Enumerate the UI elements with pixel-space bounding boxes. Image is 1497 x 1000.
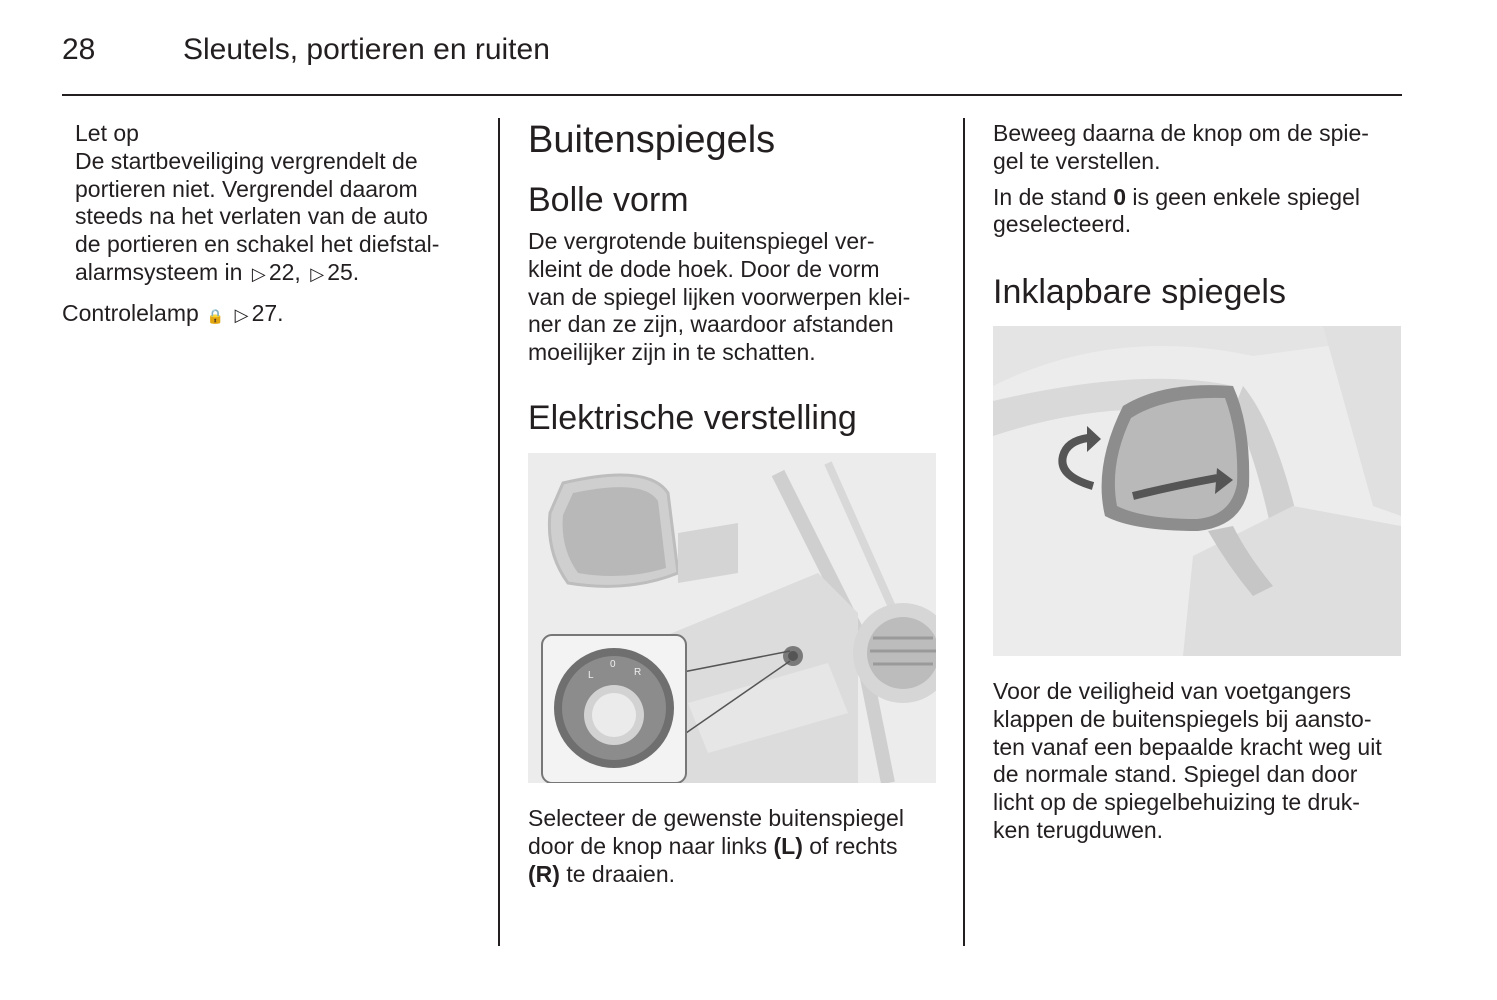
bolle-vorm-paragraph xyxy=(528,228,948,367)
page-number: 28 xyxy=(62,33,96,66)
text-run: In de stand xyxy=(993,183,1114,210)
text-run: door de knop naar links xyxy=(528,832,774,859)
note-line: portieren niet. Vergrendel daarom xyxy=(75,175,418,202)
section-heading-buitenspiegels: Buitenspiegels xyxy=(528,119,776,161)
page-reference-icon: ▷ xyxy=(234,305,249,325)
note-line: alarmsysteem in xyxy=(75,258,243,285)
folding-mirror-illustration xyxy=(993,326,1401,656)
text-line: ner dan ze zijn, waardoor afstanden xyxy=(528,311,894,338)
subheading-inklapbare-spiegels: Inklapbare spiegels xyxy=(993,273,1286,311)
note-line: De startbeveiliging vergrendelt de xyxy=(75,147,418,174)
text-line: licht op de spiegelbehuizing te druk- xyxy=(993,789,1360,816)
subheading-bolle-vorm: Bolle vorm xyxy=(528,181,689,219)
text-line: De vergrotende buitenspiegel ver- xyxy=(528,228,875,254)
page-reference[interactable]: 25. xyxy=(327,258,360,285)
note-line: steeds na het verlaten van de auto xyxy=(75,203,428,230)
header-rule xyxy=(62,94,1402,96)
mirror-switch-illustration xyxy=(528,453,936,783)
note-line: de portieren en schakel het diefstal- xyxy=(75,231,440,258)
note-title: Let op xyxy=(75,120,139,146)
knob-position-0: 0 xyxy=(1113,183,1126,210)
text-line xyxy=(528,833,948,861)
column-divider-2 xyxy=(963,118,965,946)
subheading-elektrische-verstelling: Elektrische verstelling xyxy=(528,399,857,437)
text-line: ken terugduwen. xyxy=(993,816,1164,843)
text-line: ten vanaf een bepaalde kracht weg uit xyxy=(993,733,1382,760)
text-line: moeilijker zijn in te schatten. xyxy=(528,339,816,366)
page-reference[interactable]: 27. xyxy=(251,300,284,326)
text-line: klappen de buitenspiegels bij aansto- xyxy=(993,705,1372,732)
page-reference-icon: ▷ xyxy=(251,263,266,284)
text-line: geselecteerd. xyxy=(993,211,1132,238)
note-line-refs xyxy=(75,259,485,289)
text-line: Selecteer de gewenste buitenspiegel xyxy=(528,805,904,831)
lock-warning-icon: 🔒 xyxy=(206,308,224,324)
page-reference[interactable]: 22, xyxy=(268,258,301,285)
text-line xyxy=(528,861,948,889)
text-line xyxy=(993,184,1413,212)
inklap-paragraph xyxy=(993,678,1413,845)
text-line: van de spiegel lijken voorwerpen klei- xyxy=(528,283,911,310)
knob-label-r: R xyxy=(634,667,642,678)
control-lamp-line xyxy=(62,300,482,331)
text-line: kleint de dode hoek. Door de vorm xyxy=(528,255,880,282)
knob-label-l: L xyxy=(588,670,594,681)
note-box xyxy=(75,120,485,289)
knob-label-0: 0 xyxy=(610,659,616,670)
text-line: gel te verstellen. xyxy=(993,147,1161,174)
text-run: te draaien. xyxy=(559,860,676,887)
chapter-title: Sleutels, portieren en ruiten xyxy=(183,33,550,66)
text-line: Beweeg daarna de knop om de spie- xyxy=(993,120,1369,146)
select-mirror-paragraph xyxy=(528,805,948,888)
page-reference-icon: ▷ xyxy=(310,263,325,284)
adjust-paragraph xyxy=(993,120,1413,239)
text-line: Voor de veiligheid van voetgangers xyxy=(993,678,1352,704)
text-run: is geen enkele spiegel xyxy=(1126,183,1360,210)
text-line: de normale stand. Spiegel dan door xyxy=(993,761,1358,788)
text-run: of rechts xyxy=(802,832,898,859)
control-lamp-text: Controlelamp xyxy=(62,300,199,326)
knob-position-r: (R) xyxy=(528,860,560,887)
knob-position-l: (L) xyxy=(773,832,803,859)
column-divider-1 xyxy=(498,118,500,946)
